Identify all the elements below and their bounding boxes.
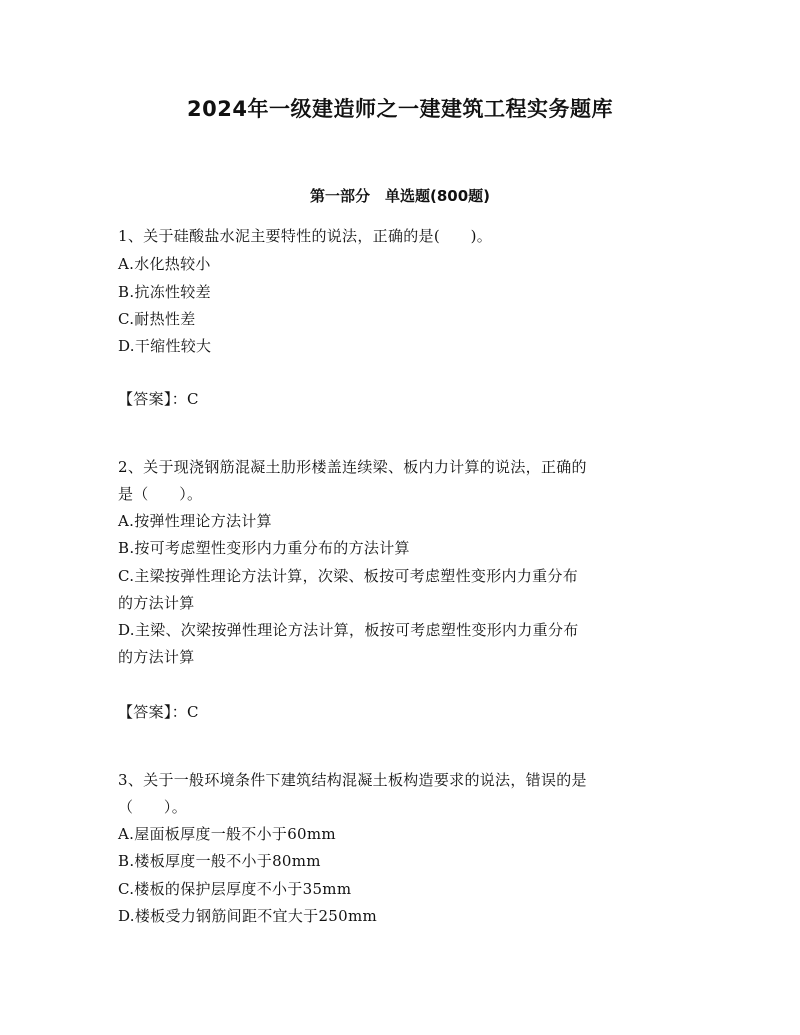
question-3-stem-line-1: 3、关于一般环境条件下建筑结构混凝土板构造要求的说法，错误的是 (118, 771, 587, 789)
question-2-option-d-line-1: D.主梁、次梁按弹性理论方法计算，板按可考虑塑性变形内力重分布 (118, 621, 579, 639)
question-2-option-b: B.按可考虑塑性变形内力重分布的方法计算 (118, 539, 410, 557)
question-1-option-c: C.耐热性差 (118, 310, 196, 328)
question-1-stem: 1、关于硅酸盐水泥主要特性的说法，正确的是( )。 (118, 227, 493, 245)
document-title: 2024年一级建造师之一建建筑工程实务题库 (187, 97, 613, 121)
question-3-stem-line-2: （ ）。 (118, 798, 188, 816)
answer-value: C (187, 703, 199, 721)
question-2-stem-line-2: 是（ ）。 (118, 485, 203, 503)
question-1-option-d: D.干缩性较大 (118, 337, 212, 355)
answer-value: C (187, 390, 199, 408)
question-1-option-a: A.水化热较小 (118, 255, 211, 273)
question-3-option-b: B.楼板厚度一般不小于80mm (118, 852, 321, 870)
question-2-option-d-line-2: 的方法计算 (118, 648, 195, 666)
question-1-option-b: B.抗冻性较差 (118, 283, 211, 301)
question-2-option-c-line-2: 的方法计算 (118, 594, 195, 612)
question-3-option-a: A.屋面板厚度一般不小于60mm (118, 825, 336, 843)
question-2-option-c-line-1: C.主梁按弹性理论方法计算，次梁、板按可考虑塑性变形内力重分布 (118, 567, 579, 585)
question-3-option-d: D.楼板受力钢筋间距不宜大于250mm (118, 907, 378, 925)
question-1-answer (118, 386, 698, 413)
answer-label: 【答案】： (118, 703, 188, 721)
section-title: 第一部分 单选题(800题) (309, 187, 491, 205)
question-2-answer (118, 699, 698, 726)
answer-label: 【答案】： (118, 390, 188, 408)
question-2-stem-line-1: 2、关于现浇钢筋混凝土肋形楼盖连续梁、板内力计算的说法，正确的 (118, 458, 587, 476)
question-3-option-c: C.楼板的保护层厚度不小于35mm (118, 880, 352, 898)
question-2-option-a: A.按弹性理论方法计算 (118, 512, 272, 530)
